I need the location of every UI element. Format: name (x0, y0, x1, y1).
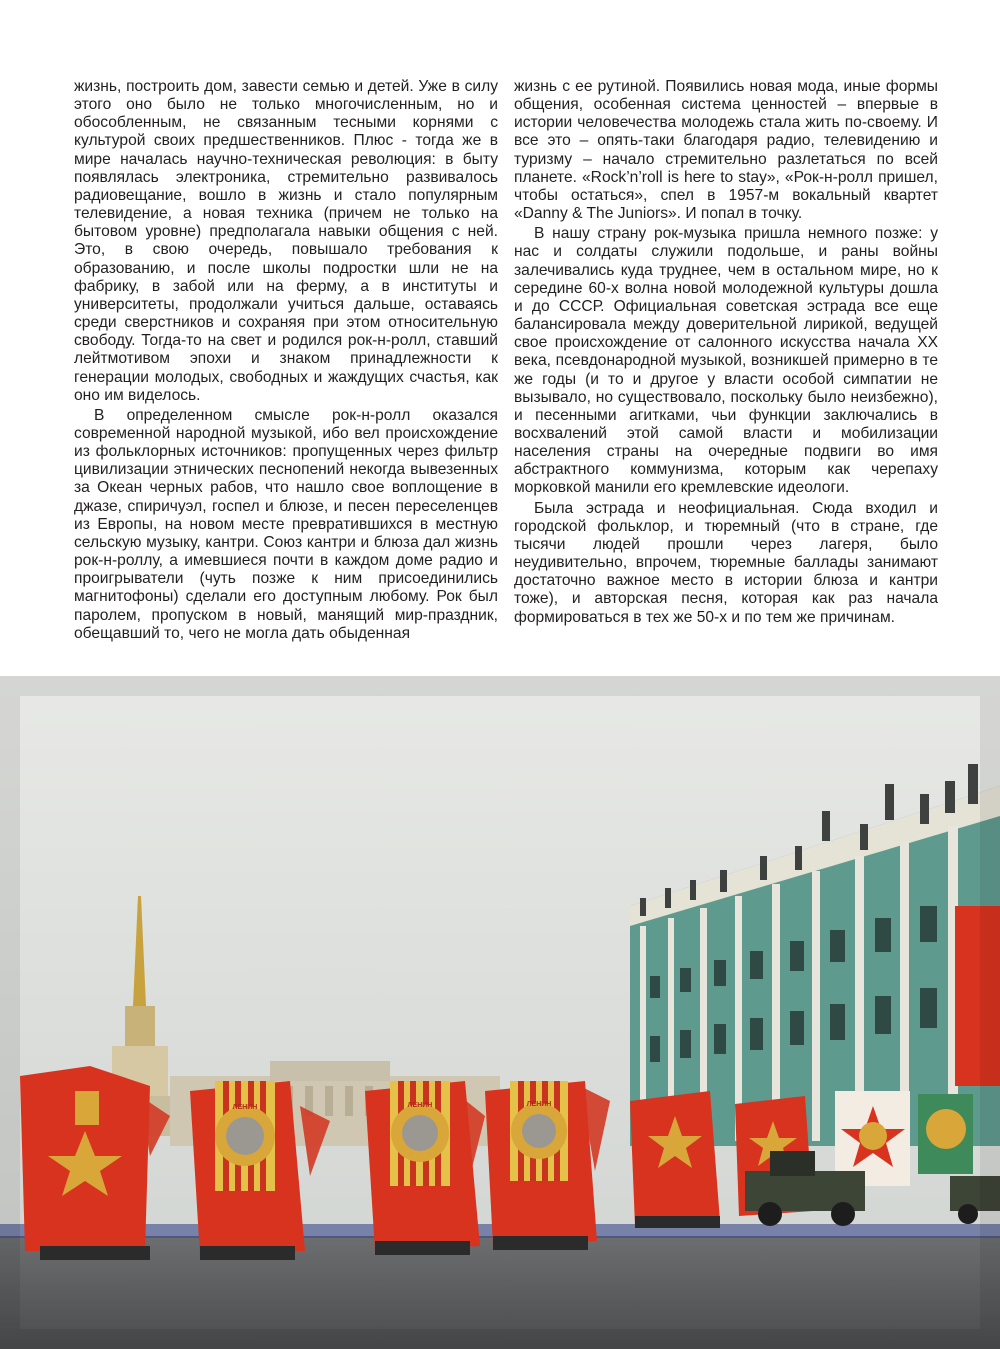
parade-float (190, 1081, 305, 1260)
article-paragraph: жизнь, построить дом, завести семью и детей. Уже в силу этого оно было не только многочисленным, но и обособленным, не связанным тесными корнями с культурой своих предшественников. Плюс - тогда же в мире началась научно-техническая революция: в быту появлялась электроника, стремительно развивалось радиовещание, вошло в жизнь и стало популярным телевидение, а новая техника (причем не только на бытовом уровне) предполагала навыки общения с ней. Это, в свою очередь, повышало требования к образованию, и после школы подростки шли не на фабрику, в забой или на ферму, а в институты и университеты, продолжали учиться дальше, оставаясь среди сверстников и сохраняя при этом относительную свободу. Тогда-то на свет и родился рок-н-ролл, ставший лейтмотивом эпохи и знаком принадлежности к генерации молодых, свободных и жаждущих счастья, как оно им виделось. (74, 78, 498, 404)
article-left-column (74, 78, 498, 643)
article-paragraph: Была эстрада и неофициальная. Сюда входил и городской фольклор, и тюремный (что в стране, где тысячи людей прошли через лагеря, было неудивительно, впрочем, тюремные баллады занимают достаточно важное место в истории блюза и кантри тоже), и авторская песня, которая как раз начала формироваться в тех же 50-х и по тем же причинам. (514, 499, 938, 626)
banner-label: ЛЕНИН (232, 1104, 258, 1111)
parade-photo (0, 676, 1000, 1349)
article-paragraph: жизнь с ее рутиной. Появились новая мода, иные формы общения, особенная система ценностей – впервые в истории человечества молодежь стала жить по-своему. И все это – опять-таки благодаря радио, телевидению и туризму – начало стремительно разлетаться по всей планете. «Rock’n’roll is here to stay», «Рок-н-ролл пришел, чтобы остаться», спел в 1957-м вокальный квартет «Danny & The Juniors». И попал в точку. (514, 78, 938, 223)
parade-float (918, 1094, 973, 1174)
parade-float (630, 1091, 720, 1228)
parade-float (485, 1081, 597, 1250)
article-paragraph: В определенном смысле рок-н-ролл оказался современной народной музыкой, ибо вел происхождение из фольклорных источников: пропущенных через фильтр цивилизации этнических песнопений некогда вывезенных за Океан черных рабов, что нашло свое воплощение в джазе, спиричуэл, госпел и блюзе, и песен переселенцев из Европы, на новом месте превратившихся в местную сельскую музыку, кантри. Союз кантри и блюза дал жизнь рок-н-роллу, а имевшиеся почти в каждом доме радио и проигрыватели (чуть позже к ним присоединились магнитофоны) сделали его доступным любому. Рок был паролем, пропуском в новый, манящий мир-праздник, обещавший то, чего не могла дать обыденная (74, 406, 498, 642)
parade-float (365, 1081, 480, 1255)
parade-float (20, 1066, 150, 1260)
article-paragraph: В нашу страну рок-музыка пришла немного позже: у нас и солдаты служили подольше, и раны войны залечивались куда труднее, чем в остальном мире, но к середине 60-х волна новой молодежной культуры дошла и до СССР. Официальная советская эстрада все еще балансировала между доверительной лирикой, ведущей свое происхождение от салонного искусства начала XX века, псевдонародной музыкой, возникшей примерно в те же годы (и то и другое у власти особой симпатии не вызывало, но существовало, поскольку было неизбежно), и песенными агитками, чьи функции заключались в восхвалений этой самой власти и мобилизации населения страны на очередные подвиги во имя абстрактного коммунизма, которым как черепаху морковкой манили его кремлевские идеологи. (514, 225, 938, 497)
banner-label: ЛЕНИН (526, 1101, 552, 1108)
article-right-column (514, 78, 938, 627)
banner-label: ЛЕНИН (407, 1102, 433, 1109)
